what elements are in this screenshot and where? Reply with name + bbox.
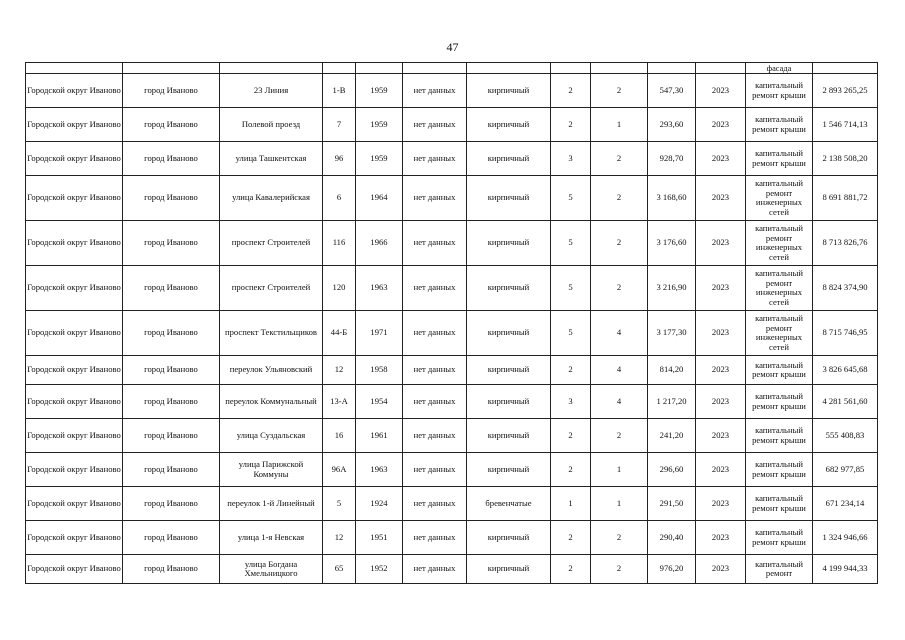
cell-plan-year: 2023 xyxy=(696,142,746,176)
cell-district: Городской округ Иваново xyxy=(26,385,123,419)
cell-data: нет данных xyxy=(403,385,467,419)
cell-city: город Иваново xyxy=(123,521,220,555)
cell-plan-year: 2023 xyxy=(696,521,746,555)
cell-area: 296,60 xyxy=(648,453,696,487)
cell-street: улица Парижской Коммуны xyxy=(220,453,323,487)
cell-plan-year: 2023 xyxy=(696,266,746,311)
cell-house: 7 xyxy=(323,108,356,142)
cell-data: нет данных xyxy=(403,176,467,221)
table-row xyxy=(26,356,878,385)
header-cell xyxy=(696,63,746,74)
cell-district: Городской округ Иваново xyxy=(26,521,123,555)
cell-plan-year: 2023 xyxy=(696,221,746,266)
cell-area: 291,50 xyxy=(648,487,696,521)
cell-material: кирпичный xyxy=(467,74,551,108)
page-number: 47 xyxy=(446,40,459,54)
cell-city: город Иваново xyxy=(123,555,220,584)
cell-entrances: 2 xyxy=(591,142,648,176)
cell-city: город Иваново xyxy=(123,221,220,266)
cell-entrances: 4 xyxy=(591,356,648,385)
cell-data: нет данных xyxy=(403,74,467,108)
cell-house: 120 xyxy=(323,266,356,311)
cell-data: нет данных xyxy=(403,521,467,555)
cell-entrances: 2 xyxy=(591,221,648,266)
cell-city: город Иваново xyxy=(123,108,220,142)
cell-street: улица Богдана Хмельницкого xyxy=(220,555,323,584)
cell-street: улица Суздальская xyxy=(220,419,323,453)
cell-cost: 3 826 645,68 xyxy=(813,356,878,385)
cell-street: переулок Коммунальный xyxy=(220,385,323,419)
cell-work: капитальный ремонт крыши xyxy=(746,385,813,419)
cell-plan-year: 2023 xyxy=(696,356,746,385)
cell-plan-year: 2023 xyxy=(696,385,746,419)
cell-district: Городской округ Иваново xyxy=(26,176,123,221)
cell-cost: 8 715 746,95 xyxy=(813,311,878,356)
cell-entrances: 1 xyxy=(591,453,648,487)
cell-entrances: 4 xyxy=(591,311,648,356)
cell-cost: 8 824 374,90 xyxy=(813,266,878,311)
cell-floors: 3 xyxy=(551,385,591,419)
cell-floors: 2 xyxy=(551,419,591,453)
cell-area: 3 176,60 xyxy=(648,221,696,266)
cell-floors: 5 xyxy=(551,221,591,266)
cell-work: капитальный ремонт крыши xyxy=(746,419,813,453)
cell-cost: 4 199 944,33 xyxy=(813,555,878,584)
cell-work: капитальный ремонт крыши xyxy=(746,521,813,555)
cell-year: 1924 xyxy=(356,487,403,521)
cell-house: 12 xyxy=(323,521,356,555)
cell-data: нет данных xyxy=(403,419,467,453)
cell-plan-year: 2023 xyxy=(696,419,746,453)
cell-cost: 8 713 826,76 xyxy=(813,221,878,266)
cell-entrances: 1 xyxy=(591,487,648,521)
header-cell xyxy=(813,63,878,74)
cell-entrances: 2 xyxy=(591,74,648,108)
table-row xyxy=(26,555,878,584)
cell-floors: 2 xyxy=(551,521,591,555)
cell-cost: 4 281 561,60 xyxy=(813,385,878,419)
cell-cost: 1 324 946,66 xyxy=(813,521,878,555)
cell-plan-year: 2023 xyxy=(696,176,746,221)
table-row xyxy=(26,453,878,487)
cell-material: кирпичный xyxy=(467,555,551,584)
cell-work: капитальный ремонт крыши xyxy=(746,108,813,142)
cell-street: переулок 1-й Линейный xyxy=(220,487,323,521)
cell-data: нет данных xyxy=(403,453,467,487)
cell-house: 96А xyxy=(323,453,356,487)
cell-city: город Иваново xyxy=(123,385,220,419)
table-header-row xyxy=(26,63,878,74)
cell-data: нет данных xyxy=(403,311,467,356)
cell-district: Городской округ Иваново xyxy=(26,108,123,142)
cell-data: нет данных xyxy=(403,266,467,311)
cell-data: нет данных xyxy=(403,221,467,266)
cell-district: Городской округ Иваново xyxy=(26,74,123,108)
cell-city: город Иваново xyxy=(123,266,220,311)
cell-floors: 2 xyxy=(551,453,591,487)
cell-city: город Иваново xyxy=(123,74,220,108)
cell-work: капитальный ремонт крыши xyxy=(746,487,813,521)
cell-data: нет данных xyxy=(403,108,467,142)
header-cell xyxy=(123,63,220,74)
cell-entrances: 1 xyxy=(591,108,648,142)
cell-cost: 2 893 265,25 xyxy=(813,74,878,108)
cell-house: 116 xyxy=(323,221,356,266)
cell-floors: 2 xyxy=(551,108,591,142)
cell-house: 13-А xyxy=(323,385,356,419)
cell-year: 1959 xyxy=(356,142,403,176)
cell-cost: 8 691 881,72 xyxy=(813,176,878,221)
table-row xyxy=(26,419,878,453)
cell-plan-year: 2023 xyxy=(696,487,746,521)
cell-floors: 2 xyxy=(551,356,591,385)
cell-year: 1954 xyxy=(356,385,403,419)
cell-city: город Иваново xyxy=(123,311,220,356)
cell-year: 1963 xyxy=(356,266,403,311)
table-row xyxy=(26,487,878,521)
cell-area: 3 168,60 xyxy=(648,176,696,221)
cell-street: переулок Ульяновский xyxy=(220,356,323,385)
table-row xyxy=(26,266,878,311)
cell-cost: 555 408,83 xyxy=(813,419,878,453)
cell-data: нет данных xyxy=(403,142,467,176)
cell-street: улица 1-я Невская xyxy=(220,521,323,555)
cell-year: 1963 xyxy=(356,453,403,487)
cell-year: 1959 xyxy=(356,74,403,108)
header-cell xyxy=(467,63,551,74)
header-cell xyxy=(323,63,356,74)
cell-street: проспект Текстильщиков xyxy=(220,311,323,356)
cell-area: 290,40 xyxy=(648,521,696,555)
cell-area: 814,20 xyxy=(648,356,696,385)
header-cell xyxy=(403,63,467,74)
cell-street: проспект Строителей xyxy=(220,266,323,311)
cell-entrances: 2 xyxy=(591,419,648,453)
cell-street: 23 Линия xyxy=(220,74,323,108)
cell-year: 1952 xyxy=(356,555,403,584)
cell-floors: 3 xyxy=(551,142,591,176)
cell-area: 1 217,20 xyxy=(648,385,696,419)
cell-year: 1966 xyxy=(356,221,403,266)
cell-house: 12 xyxy=(323,356,356,385)
cell-district: Городской округ Иваново xyxy=(26,453,123,487)
cell-year: 1959 xyxy=(356,108,403,142)
cell-area: 3 216,90 xyxy=(648,266,696,311)
cell-area: 928,70 xyxy=(648,142,696,176)
cell-plan-year: 2023 xyxy=(696,311,746,356)
cell-year: 1971 xyxy=(356,311,403,356)
cell-material: кирпичный xyxy=(467,356,551,385)
table-row xyxy=(26,221,878,266)
cell-area: 241,20 xyxy=(648,419,696,453)
cell-area: 293,60 xyxy=(648,108,696,142)
cell-house: 44-Б xyxy=(323,311,356,356)
cell-city: город Иваново xyxy=(123,419,220,453)
cell-material: кирпичный xyxy=(467,266,551,311)
cell-plan-year: 2023 xyxy=(696,74,746,108)
table-row xyxy=(26,311,878,356)
header-cell xyxy=(356,63,403,74)
cell-work: капитальный ремонт инженерных сетей xyxy=(746,266,813,311)
cell-area: 3 177,30 xyxy=(648,311,696,356)
cell-house: 6 xyxy=(323,176,356,221)
cell-city: город Иваново xyxy=(123,453,220,487)
cell-plan-year: 2023 xyxy=(696,555,746,584)
cell-material: кирпичный xyxy=(467,108,551,142)
table-row xyxy=(26,176,878,221)
cell-house: 16 xyxy=(323,419,356,453)
cell-street: Полевой проезд xyxy=(220,108,323,142)
cell-district: Городской округ Иваново xyxy=(26,266,123,311)
cell-entrances: 2 xyxy=(591,176,648,221)
cell-data: нет данных xyxy=(403,555,467,584)
cell-material: кирпичный xyxy=(467,385,551,419)
cell-floors: 2 xyxy=(551,74,591,108)
cell-house: 5 xyxy=(323,487,356,521)
cell-city: город Иваново xyxy=(123,176,220,221)
cell-data: нет данных xyxy=(403,356,467,385)
cell-entrances: 4 xyxy=(591,385,648,419)
cell-city: город Иваново xyxy=(123,487,220,521)
cell-work: капитальный ремонт инженерных сетей xyxy=(746,176,813,221)
cell-cost: 671 234,14 xyxy=(813,487,878,521)
cell-district: Городской округ Иваново xyxy=(26,142,123,176)
cell-floors: 5 xyxy=(551,266,591,311)
header-cell xyxy=(551,63,591,74)
header-cell xyxy=(26,63,123,74)
cell-material: кирпичный xyxy=(467,521,551,555)
cell-year: 1951 xyxy=(356,521,403,555)
cell-work: капитальный ремонт крыши xyxy=(746,142,813,176)
table-row xyxy=(26,74,878,108)
cell-material: кирпичный xyxy=(467,419,551,453)
cell-work: капитальный ремонт xyxy=(746,555,813,584)
cell-floors: 2 xyxy=(551,555,591,584)
table-row xyxy=(26,385,878,419)
cell-material: кирпичный xyxy=(467,311,551,356)
cell-data: нет данных xyxy=(403,487,467,521)
cell-city: город Иваново xyxy=(123,356,220,385)
cell-material: кирпичный xyxy=(467,142,551,176)
cell-work: капитальный ремонт крыши xyxy=(746,356,813,385)
cell-year: 1964 xyxy=(356,176,403,221)
cell-work: капитальный ремонт инженерных сетей xyxy=(746,221,813,266)
header-cell xyxy=(591,63,648,74)
cell-street: улица Ташкентская xyxy=(220,142,323,176)
cell-street: проспект Строителей xyxy=(220,221,323,266)
cell-year: 1958 xyxy=(356,356,403,385)
cell-entrances: 2 xyxy=(591,521,648,555)
cell-material: кирпичный xyxy=(467,176,551,221)
header-cell xyxy=(648,63,696,74)
header-cell xyxy=(220,63,323,74)
cell-material: кирпичный xyxy=(467,221,551,266)
cell-district: Городской округ Иваново xyxy=(26,419,123,453)
cell-district: Городской округ Иваново xyxy=(26,555,123,584)
housing-repair-table xyxy=(25,62,878,584)
cell-district: Городской округ Иваново xyxy=(26,311,123,356)
cell-plan-year: 2023 xyxy=(696,108,746,142)
cell-cost: 2 138 508,20 xyxy=(813,142,878,176)
cell-house: 1-В xyxy=(323,74,356,108)
cell-area: 547,30 xyxy=(648,74,696,108)
cell-floors: 5 xyxy=(551,311,591,356)
cell-plan-year: 2023 xyxy=(696,453,746,487)
cell-material: бревенчатые xyxy=(467,487,551,521)
table-row xyxy=(26,521,878,555)
cell-work: капитальный ремонт крыши xyxy=(746,453,813,487)
cell-material: кирпичный xyxy=(467,453,551,487)
cell-house: 65 xyxy=(323,555,356,584)
cell-district: Городской округ Иваново xyxy=(26,356,123,385)
cell-work: капитальный ремонт крыши xyxy=(746,74,813,108)
header-cell: фасада xyxy=(746,63,813,74)
cell-city: город Иваново xyxy=(123,142,220,176)
cell-floors: 5 xyxy=(551,176,591,221)
cell-house: 96 xyxy=(323,142,356,176)
table-row xyxy=(26,142,878,176)
cell-work: капитальный ремонт инженерных сетей xyxy=(746,311,813,356)
cell-area: 976,20 xyxy=(648,555,696,584)
cell-entrances: 2 xyxy=(591,266,648,311)
cell-street: улица Кавалерийская xyxy=(220,176,323,221)
cell-district: Городской округ Иваново xyxy=(26,487,123,521)
cell-entrances: 2 xyxy=(591,555,648,584)
cell-floors: 1 xyxy=(551,487,591,521)
table-row xyxy=(26,108,878,142)
cell-cost: 682 977,85 xyxy=(813,453,878,487)
cell-district: Городской округ Иваново xyxy=(26,221,123,266)
cell-year: 1961 xyxy=(356,419,403,453)
cell-cost: 1 546 714,13 xyxy=(813,108,878,142)
